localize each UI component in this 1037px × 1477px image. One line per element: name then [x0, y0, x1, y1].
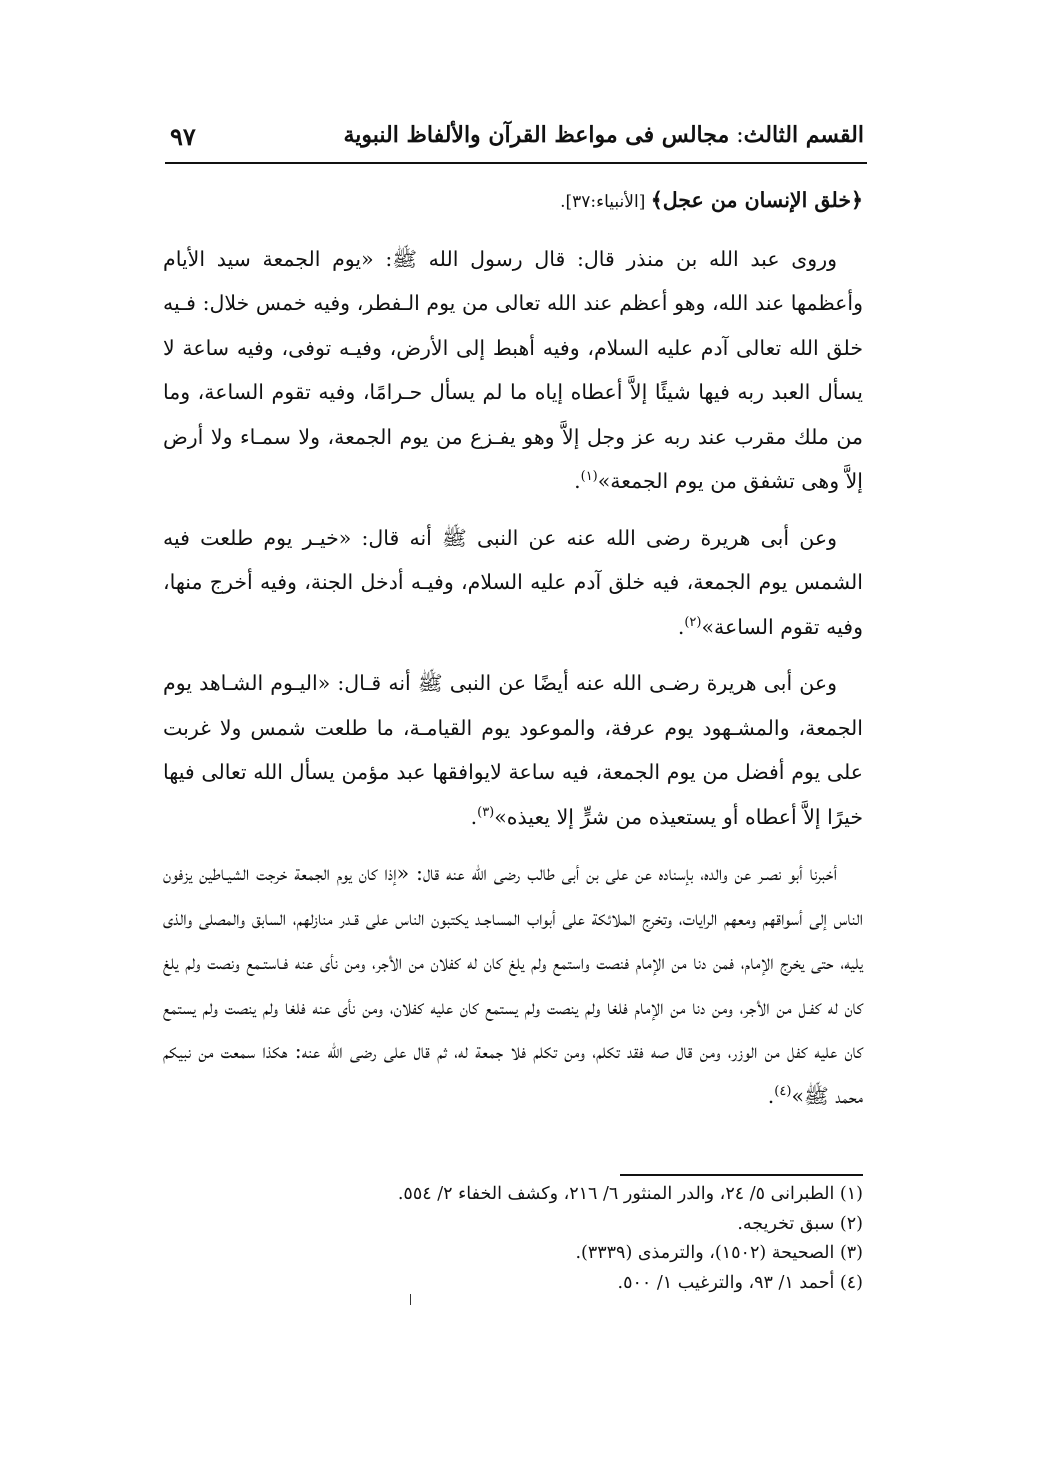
running-header	[170, 118, 864, 158]
paragraph-text: وروى عبد الله بن منذر قال: قال رسول الله ﷺ: «يوم الجمعة سيد الأيام وأعظمها عند الله، وهو أعظم عند الله تعالى من يوم الـفطر، وفيه خمس خلال: فـيه خلق الله تعالى آدم عليه السلام، وفيه أهبط إلى الأرض، وفيـه توفى، وفيه ساعة لا يسأل العبد ربه فيها شيئًا إلاَّ أعطاه إياه ما لم يسأل حـرامًا، وفيه تقوم الساعة، وما من ملك مقرب عند ربه عز وجل إلاَّ وهو يفـزع من يوم الجمعة، ولا سمـاء ولا أرض إلاَّ وهى تشفق من يوم الجمعة»	[163, 246, 863, 493]
footnote-mark-3: (٣)	[477, 804, 495, 820]
verse-reference: [الأنبياء:٣٧].	[560, 192, 651, 212]
scan-artifact-mark	[410, 1294, 411, 1305]
footnote-mark-4: (٤)	[774, 1083, 792, 1099]
footnote-divider	[620, 1174, 863, 1176]
header-divider	[165, 162, 867, 164]
paragraph-text: وعن أبى هريرة رضى الله عنه عن النبى ﷺ أنه قال: «خيـر يوم طلعت فيه الشمس يوم الجمعة، فيه خلق آدم عليه السلام، وفيـه أدخل الجنة، وفيه أخرج منها، وفيه تقوم الساعة»	[163, 525, 863, 639]
paragraph-end: .	[574, 469, 581, 493]
paragraph-2	[163, 516, 863, 650]
paragraph-end: .	[470, 804, 478, 829]
paragraph-text: أخبرنا أبو نصـر عن والده، بإسناده عن على بن أبى طالب رضى الله عنه قال: «إذا كان يوم الجمعة خرجت الشيـاطين يزفون الناس إلى أسواقهم ومعهم الرايات، وتخرج الملائكة على أبواب المساجـد يكتبون الناس على قـدر منازلهم، السابق والمصلى والذى يليه، حتى يخرج الإمام، فمن دنا من الإمام فنصت واستمع ولم يلغ كان له كفلان من الأجر، ومن نأى عنه فـاستـمع ونصت ولم يلغ كان له كفـل من الأجر، ومن دنا من الإمام فلغا ولم ينصت ولم يستمع كان عليه كفلان، ومن نأى عنه فلغا ولم ينصت ولم يستمع كان عليه كفل من الوزر، ومن قال صه فقد تكلم، ومن تكلم فلا جمعة له، ثم قال على رضى الله عنه: هكذا سمعت من نبيكم محمد ﷺ»	[163, 861, 863, 1108]
header-title	[343, 122, 864, 148]
main-text	[163, 178, 863, 1130]
verse-line	[163, 178, 863, 225]
footnote-3: (٣) الصحيحة (١٥٠٢)، والترمذى (٣٣٣٩).	[575, 1243, 863, 1263]
paragraph-4	[163, 851, 863, 1118]
section-label: القسم الثالث	[743, 122, 864, 148]
footnotes	[300, 1180, 863, 1298]
page-number: ٩٧	[170, 122, 196, 151]
paragraph-3	[163, 661, 863, 839]
footnote-4: (٤) أحمد ١/ ٩٣، والترغيب ١/ ٥٠٠.	[617, 1272, 863, 1293]
footnote-1: (١) الطبرانى ٥/ ٢٤، والدر المنثور ٦/ ٢١٦، وكشف الخفاء ٢/ ٥٥٤.	[397, 1184, 863, 1204]
quran-verse: ﴿خلق الإنسان من عجل﴾	[650, 188, 863, 212]
footnote-mark-2: (٢)	[684, 614, 702, 630]
paragraph-text: وعن أبى هريرة رضـى الله عنه أيضًا عن النبى ﷺ أنه قـال: «اليـوم الشـاهد يوم الجمعة، والمشـهود يوم عرفة، والموعود يوم القيامـة، ما طلعت شمس ولا غربت على يوم أفضل من يوم الجمعة، فيه ساعة لايوافقها عبد مؤمن يسأل الله تعالى فيها خيرًا إلاَّ أعطاه أو يستعيذه من شرٍّ إلا يعيذه»	[163, 671, 863, 829]
footnote-mark-1: (١)	[580, 469, 598, 485]
paragraph-1	[163, 237, 863, 504]
footnote-2: (٢) سبق تخريجه.	[737, 1213, 863, 1234]
header-separator: :	[729, 123, 744, 148]
header-subtitle: مجالس فى مواعظ القرآن والألفاظ النبوية	[343, 122, 730, 148]
paragraph-end: .	[677, 614, 685, 639]
paragraph-end: .	[767, 1083, 775, 1108]
